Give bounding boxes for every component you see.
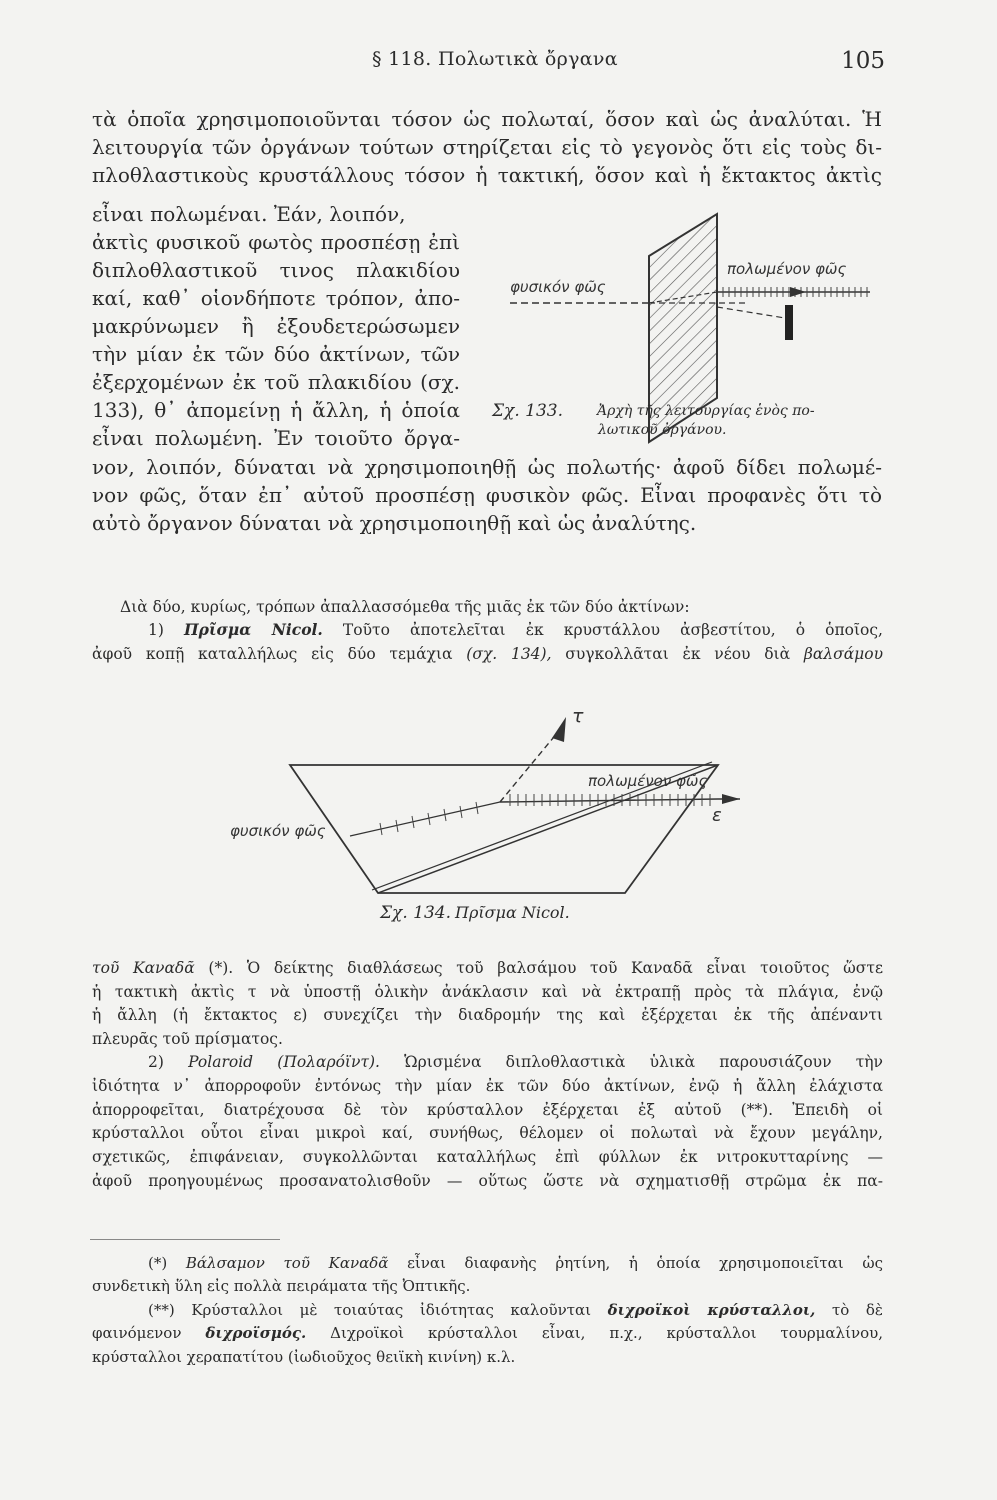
text-span: εἶναι διαφανὴς ῥητίνη, ἡ ὁποία χρησιμοποιεῖται ὡς xyxy=(407,1254,883,1272)
text-line: τὴν μίαν ἐκ τῶν δύο ἀκτίνων, τῶν xyxy=(92,342,460,366)
term-polaroid: Polaroid (Πολαρόϊντ). xyxy=(188,1053,380,1071)
term-dichroism: διχροϊσμός. xyxy=(205,1324,307,1342)
figure-133-caption-1: Ἀρχὴ τῆς λειτουργίας ἑνὸς πο- xyxy=(597,403,815,419)
footnote-mark: (*) xyxy=(148,1254,168,1272)
text-line: καί, καθ᾽ οἱονδήποτε τρόπον, ἀπο- xyxy=(92,286,460,310)
footnote-1-line xyxy=(148,1252,883,1275)
text-line xyxy=(92,957,883,980)
term-canada-balsam: Βάλσαμον τοῦ Καναδᾶ xyxy=(185,1254,389,1272)
text-line: νον φῶς, ὅταν ἐπ᾽ αὐτοῦ προσπέσῃ φυσικὸν φῶς. Εἶναι προφανὲς ὅτι τὸ xyxy=(92,483,882,507)
item-number: 1) xyxy=(148,621,164,639)
figure-ref: (σχ. 134), xyxy=(466,645,552,663)
text-line: Διὰ δύο, κυρίως, τρόπων ἀπαλλασσόμεθα τῆς μιᾶς ἐκ τῶν δύο ἀκτίνων: xyxy=(120,598,690,616)
text-line: σχετικῶς, ἐπιφάνειαν, συγκολλῶνται καταλλήλως ἐπὶ φύλλων ἐκ νιτροκυτταρίνης — xyxy=(92,1148,883,1166)
epsilon-arrow xyxy=(722,794,740,804)
footnote-2-line xyxy=(148,1299,883,1322)
text-span: Διχροϊκοὶ κρύσταλλοι εἶναι, π.χ., κρύσταλλοι τουρμαλίνου, xyxy=(330,1324,883,1342)
label-polarized-light: πολωμένον φῶς xyxy=(588,772,708,790)
text-span: ἀφοῦ κοπῇ καταλλήλως εἰς δύο τεμάχια xyxy=(92,645,453,663)
text-line: ἀπορροφεῖται, διατρέχουσα δὲ τὸν κρύσταλλον ἐξέρχεται ἐξ αὐτοῦ (**). Ἐπειδὴ οἱ xyxy=(92,1101,883,1119)
label-polarized-light: πολωμένον φῶς xyxy=(727,260,847,278)
ordinary-ray xyxy=(500,732,558,802)
label-natural-light: φυσικόν φῶς xyxy=(230,822,326,840)
text-span: Κρύσταλλοι μὲ τοιαύτας ἰδιότητας καλοῦνται xyxy=(191,1301,592,1319)
text-line: ἡ ἄλλη (ἡ ἔκτακτος ε) συνεχίζει τὴν διαδρομήν της καὶ ἐξέρχεται ἐκ τῆς ἀπέναντι xyxy=(92,1006,883,1024)
text-line: 133), θ᾽ ἀπομείνῃ ἡ ἄλλη, ἡ ὁποία xyxy=(92,398,460,422)
text-line: νον, λοιπόν, δύναται νὰ χρησιμοποιηθῇ ὡς πολωτής· ἀφοῦ δίδει πολωμέ- xyxy=(92,455,882,479)
label-tau: τ xyxy=(572,705,584,727)
figure-134-number: Σχ. 134. xyxy=(380,903,451,923)
incident-ray xyxy=(350,802,500,836)
term-dichroic-crystals: διχροϊκοὶ κρύσταλλοι, xyxy=(607,1301,816,1319)
term-nicol: Πρῖσμα Nicol. xyxy=(184,620,323,639)
item-number: 2) xyxy=(148,1053,164,1071)
text-span: Ὡρισμένα διπλοθλαστικὰ ὑλικὰ παρουσιάζουν τὴν xyxy=(404,1053,883,1071)
text-line: εἶναι πολωμένη. Ἐν τοιοῦτο ὄργα- xyxy=(92,426,460,450)
text-line: ἡ τακτικὴ ἀκτὶς τ νὰ ὑποστῇ ὁλικὴν ἀνάκλασιν καὶ νὰ ἐκτραπῇ πρὸς τὰ πλάγια, ἐνῷ xyxy=(92,983,883,1001)
footnote-2-line-2 xyxy=(92,1322,883,1345)
text-line: αὐτὸ ὄργανον δύναται νὰ χρησιμοποιηθῇ καὶ ὡς ἀναλύτης. xyxy=(92,511,697,535)
text-line: πλευρᾶς τοῦ πρίσματος. xyxy=(92,1030,283,1048)
text-line: ἀφοῦ προηγουμένως προσανατολισθοῦν — οὕτως ὥστε νὰ σχηματισθῇ στρῶμα ἐκ πα- xyxy=(92,1172,883,1190)
text-span: Τοῦτο ἀποτελεῖται ἐκ κρυστάλλου ἀσβεστίτου, ὁ ὁποῖος, xyxy=(342,621,883,639)
text-span: συγκολλᾶται ἐκ νέου διὰ xyxy=(565,645,791,663)
text-span: φαινόμενον xyxy=(92,1324,182,1342)
text-line xyxy=(148,1051,883,1074)
footnote-ref: (*). xyxy=(208,959,234,977)
text-span: τὸ δὲ xyxy=(831,1301,883,1319)
label-natural-light: φυσικόν φῶς xyxy=(510,278,606,296)
section-title: § 118. Πολωτικὰ ὄργανα xyxy=(372,48,618,70)
text-line: εἶναι πολωμέναι. Ἐάν, λοιπόν, xyxy=(92,202,406,226)
incident-ticks xyxy=(380,802,478,835)
page-number: 105 xyxy=(841,48,885,74)
text-line: τὰ ὁποῖα χρησιμοποιοῦνται τόσον ὡς πολωταί, ὅσον καὶ ὡς ἀναλύται. Ἡ xyxy=(92,107,882,131)
footnote-1-line-2: συνδετικὴ ὕλη εἰς πολλὰ πειράματα τῆς Ὀπτικῆς. xyxy=(92,1277,471,1295)
footnote-2-line-3: κρύσταλλοι χεραπατίτου (ἰωδιοῦχος θειϊκὴ κινίνη) κ.λ. xyxy=(92,1348,516,1366)
text-line: ἰδιότητα ν᾽ ἀπορροφοῦν ἐντόνως τὴν μίαν ἐκ τῶν δύο ἀκτίνων, ἐνῷ ἡ ἄλλη ἐλάχιστα xyxy=(92,1077,883,1095)
text-line: διπλοθλαστικοῦ τινος πλακιδίου xyxy=(92,258,460,282)
term-balsam: βαλσάμου xyxy=(803,645,883,663)
text-span: Ὁ δείκτης διαθλάσεως τοῦ βαλσάμου τοῦ Καναδᾶ εἶναι τοιοῦτος ὥστε xyxy=(246,959,883,977)
text-line: μακρύνωμεν ἢ ἐξουδετερώσωμεν xyxy=(92,314,460,338)
figure-134-caption: Πρῖσμα Nicol. xyxy=(455,903,570,922)
extraordinary-ray xyxy=(500,799,718,802)
footnote-mark: (**) xyxy=(148,1301,175,1319)
term-canada: τοῦ Καναδᾶ xyxy=(92,959,195,977)
text-line: πλοθλαστικοὺς κρυστάλλους τόσον ἡ τακτική, ὅσον καὶ ἡ ἔκτακτος ἀκτὶς xyxy=(92,163,882,187)
label-epsilon: ε xyxy=(712,805,722,826)
figure-133-caption-2: λωτικοῦ ὀργάνου. xyxy=(598,422,727,438)
footnote-rule xyxy=(90,1239,280,1240)
tau-arrow xyxy=(552,717,566,742)
text-line: λειτουργία τῶν ὀργάνων τούτων στηρίζεται εἰς τὸ γεγονὸς ὅτι εἰς τοὺς δι- xyxy=(92,135,882,159)
figure-133-number: Σχ. 133. xyxy=(492,401,563,421)
text-line: ἀκτὶς φυσικοῦ φωτὸς προσπέσῃ ἐπὶ xyxy=(92,230,460,254)
text-line: ἐξερχομένων ἐκ τοῦ πλακιδίου (σχ. xyxy=(92,370,460,394)
text-line: κρύσταλλοι οὗτοι εἶναι μικροὶ καί, συνήθως, θέλομεν οἱ πολωταὶ νὰ ἔχουν μεγάλην, xyxy=(92,1124,883,1142)
